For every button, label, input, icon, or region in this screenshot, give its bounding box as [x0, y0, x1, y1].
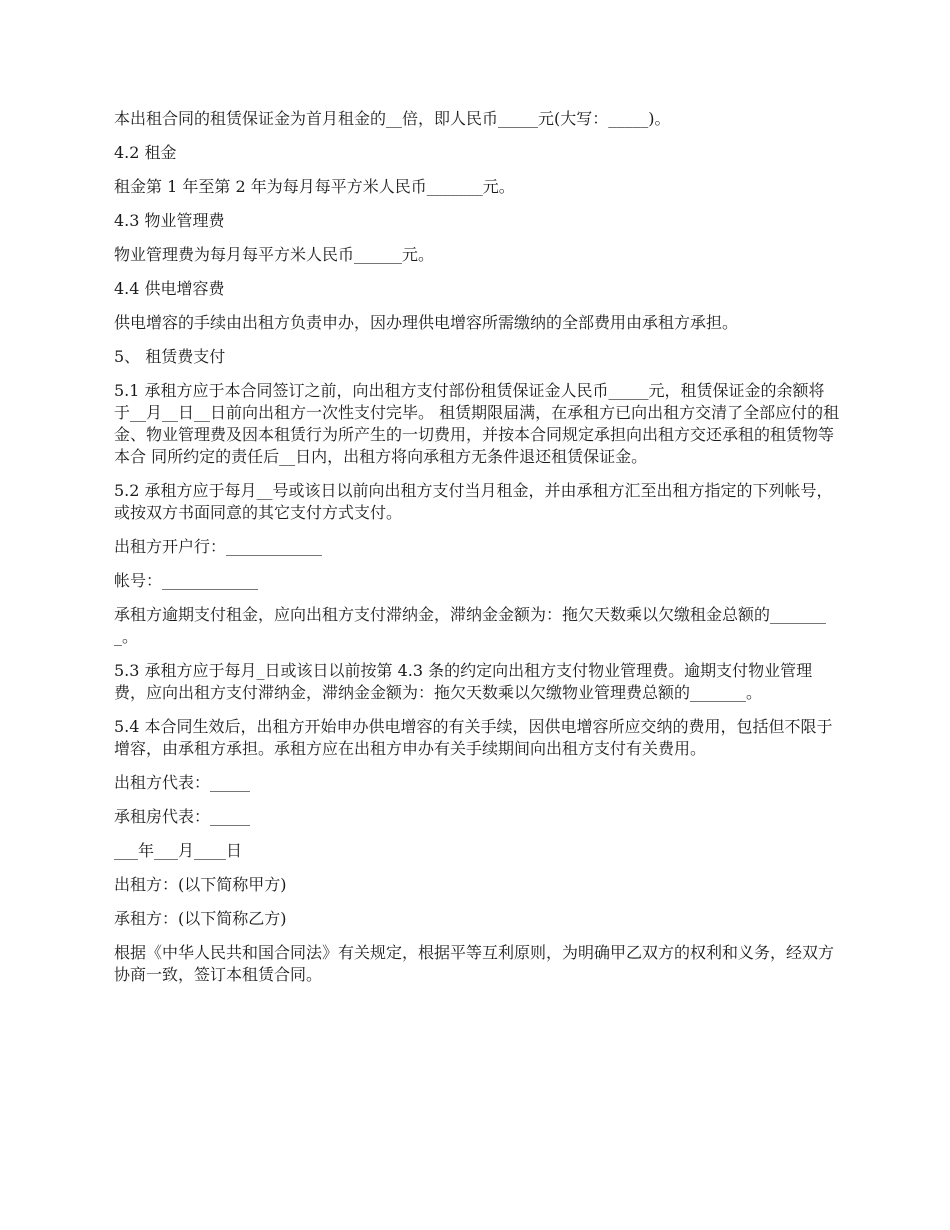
date-line: ___年___月____日 — [114, 841, 243, 860]
payment-clause-5-2: 5.2 承租方应于每月__号或该日以前向出租方支付当月租金，并由承租方汇至出租方指定的下列帐号，或按双方书面同意的其它支付方式支付。 — [114, 481, 833, 522]
late-rent-clause: 承租方逾期支付租金，应向出租方支付滞纳金，滞纳金金额为：拖欠天数乘以欠缴租金总额的________。 — [114, 605, 827, 646]
section-heading-payment: 5、 租赁费支付 — [114, 347, 226, 366]
deposit-clause: 本出租合同的租赁保证金为首月租金的__倍，即人民币_____元(大写：_____)。 — [114, 109, 671, 128]
power-fee-clause: 供电增容的手续由出租方负责申办，因办理供电增容所需缴纳的全部费用由承租方承担。 — [114, 313, 739, 332]
payment-clause-5-3: 5.3 承租方应于每月_日或该日以前按第 4.3 条的约定向出租方支付物业管理费。逾期支付物业管理费，应向出租方支付滞纳金，滞纳金金额为：拖欠天数乘以欠缴物业管理费总额的_______。 — [114, 661, 813, 702]
lessee-representative-line: 承租房代表：_____ — [114, 807, 251, 826]
property-fee-clause: 物业管理费为每月每平方米人民币______元。 — [114, 245, 435, 264]
section-heading-power-fee: 4.4 供电增容费 — [114, 279, 225, 298]
lessor-representative-line: 出租方代表：_____ — [114, 773, 251, 792]
payment-clause-5-1: 5.1 承租方应于本合同签订之前，向出租方支付部份租赁保证金人民币_____元，租赁保证金的余额将于__月__日__日前向出租方一次性支付完毕。 租赁期限届满，在承租方已向出租方交清了全部应付的租金、物业管理费及因本租赁行为所产生的一切费用，并按本合同规定承担向出租方交还承租的租赁物等本合 同所约定的责任后__日内，出租方将向承租方无条件退还租赁保证金。 — [114, 381, 840, 466]
account-number-line: 帐号：____________ — [114, 571, 259, 590]
lessor-bank-line: 出租方开户行：____________ — [114, 537, 323, 556]
payment-clause-5-4: 5.4 本合同生效后，出租方开始申办供电增容的有关手续，因供电增容所应交纳的费用，包括但不限于增容，由承租方承担。承租方应在出租方申办有关手续期间向出租方支付有关费用。 — [114, 717, 833, 758]
section-heading-rent: 4.2 租金 — [114, 143, 177, 162]
section-heading-property-fee: 4.3 物业管理费 — [114, 211, 225, 230]
lessee-party-line: 承租方：(以下简称乙方) — [114, 909, 287, 928]
lessor-party-line: 出租方：(以下简称甲方) — [114, 875, 287, 894]
rent-clause: 租金第 1 年至第 2 年为每月每平方米人民币_______元。 — [114, 177, 515, 196]
document-page — [114, 108, 840, 998]
contract-preamble: 根据《中华人民共和国合同法》有关规定，根据平等互利原则，为明确甲乙双方的权利和义务，经双方协商一致，签订本租赁合同。 — [114, 943, 835, 984]
